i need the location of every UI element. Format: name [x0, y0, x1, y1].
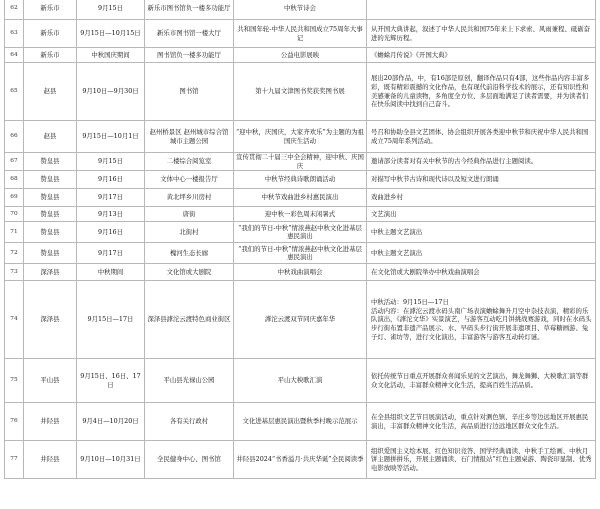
row-venue: 新乐市图书馆负一楼多功能厅	[145, 0, 234, 20]
row-number: 63	[5, 20, 24, 48]
table-row	[5, 189, 596, 207]
row-venue: 全民健身中心、图书馆	[145, 441, 234, 479]
row-content: 戏曲进乡村	[367, 189, 596, 207]
row-activity-name: “迎中秋，庆国庆，大家齐欢乐”为主题的为祖国庆生活动	[234, 121, 367, 153]
row-area: 平山县	[24, 359, 77, 403]
row-activity-name: “我们的节日-中秋”情浓燕赵中秋文化进基层惠民演出	[234, 243, 367, 264]
row-time: 9月15日—17日	[77, 281, 145, 359]
row-activity-name: 公益电影展映	[234, 48, 367, 63]
row-content: 中秋主题文艺演出	[367, 222, 596, 243]
row-content: 依托传统节日重点开展群众喜闻乐见的文艺演出，舞龙舞狮、大秧歌汇演等群众文化活动，丰富群众精神文化生活，提高百姓生活品质。	[367, 359, 596, 403]
row-content: 组织爱国主义绘本展、红色知识竞答、国学经典诵读、中秋手工绘画、中秋月饼主题拼拼乐，开展主题诵读、石门情报站”红色主题桌游、陶瓷印显制、优秀电影放映等活动。	[367, 441, 596, 479]
row-activity-name: 井陉县2024“书香溢月·共庆华诞”全民阅读季	[234, 441, 367, 479]
row-number: 71	[5, 222, 24, 243]
row-number: 62	[5, 0, 24, 20]
row-time: 9月15日、16日、17日	[77, 359, 145, 403]
table-row	[5, 0, 596, 20]
table-row	[5, 20, 596, 48]
table-row	[5, 121, 596, 153]
row-content: 号召和协助全县文艺团体、协会组织开展各类迎中秋节和庆祝中华人民共和国成立75周年系列活动。	[367, 121, 596, 153]
row-area: 赞皇县	[24, 153, 77, 171]
row-activity-name: 宣传贯彻二十届三中全会精神，迎中秋、庆国庆	[234, 153, 367, 171]
table-row	[5, 403, 596, 441]
row-number: 65	[5, 63, 24, 121]
row-content: 展出20部作品，中，有16部是原创，翻译作品只有4部，这些作品内容丰富多彩，既有精彩震撼的文化作品，也有现代前沿科学技术的展示，还有知识性和美感兼备的儿童读物，多角度全方位、多层面地满足了读者需要，并为读者们在快乐阅读中找到自己奋斗。	[367, 63, 596, 121]
row-number: 68	[5, 171, 24, 189]
row-area: 新乐市	[24, 0, 77, 20]
row-number: 70	[5, 207, 24, 222]
row-area: 赵县	[24, 121, 77, 153]
row-venue: 文化馆或大剧院	[145, 264, 234, 281]
table-row	[5, 281, 596, 359]
table-row	[5, 207, 596, 222]
row-area: 赵县	[24, 63, 77, 121]
row-time: 9月10日—10月31日	[77, 441, 145, 479]
row-area: 深泽县	[24, 264, 77, 281]
row-venue: 赵州桥景区 赵州城市综合馆 城市主题公园	[145, 121, 234, 153]
row-time: 9月15日	[77, 0, 145, 20]
table-row	[5, 153, 596, 171]
row-area: 赞皇县	[24, 243, 77, 264]
row-time: 中秋期间	[77, 264, 145, 281]
row-content: 在文化馆或大剧院举办中秋戏曲演唱会	[367, 264, 596, 281]
row-activity-name: 滹沱云渡双节同庆嘉年华	[234, 281, 367, 359]
table-row	[5, 359, 596, 403]
row-venue: 图书馆负一楼多功能厅	[145, 48, 234, 63]
row-content: 中秋主题文艺演出	[367, 243, 596, 264]
row-activity-name: 中秋节经典诗歌朗诵活动	[234, 171, 367, 189]
table-row	[5, 243, 596, 264]
row-activity-name: 迎中秋一彩色周末闲暑式	[234, 207, 367, 222]
row-number: 72	[5, 243, 24, 264]
table-row	[5, 63, 596, 121]
row-time: 9月15日—10月1日	[77, 121, 145, 153]
row-content: 《蟾蜍月传说》《开国大典》	[367, 48, 596, 63]
table-row	[5, 441, 596, 479]
row-area: 深泽县	[24, 281, 77, 359]
row-venue: 新乐市图书馆一楼大厅	[145, 20, 234, 48]
row-content: 文艺演出	[367, 207, 596, 222]
row-area: 赞皇县	[24, 171, 77, 189]
row-area: 赞皇县	[24, 222, 77, 243]
row-content: 邀请部分读者对有关中秋节的古今经典作品进行主题阅读。	[367, 153, 596, 171]
row-activity-name: 中秋戏曲演唱会	[234, 264, 367, 281]
row-venue: 深泽县滹沱云渡特色商业街区	[145, 281, 234, 359]
row-number: 74	[5, 281, 24, 359]
row-activity-name: 第十九届文津图书奖获奖图书展	[234, 63, 367, 121]
table-row	[5, 48, 596, 63]
row-time: 9月10日—9月30日	[77, 63, 145, 121]
row-venue: 平山县光禄山公园	[145, 359, 234, 403]
row-number: 67	[5, 153, 24, 171]
row-number: 64	[5, 48, 24, 63]
row-time: 9月4日—10月20日	[77, 403, 145, 441]
row-activity-name: “我们的节日-中秋”情浓燕赵中秋文化进基层惠民演出	[234, 222, 367, 243]
row-time: 9月15日—10月15日	[77, 20, 145, 48]
row-time: 中秋国庆期间	[77, 48, 145, 63]
row-activity-name: 共和国年轮-中华人民共和国成立75周年大事记	[234, 20, 367, 48]
table-row	[5, 264, 596, 281]
table-row	[5, 222, 596, 243]
row-area: 井陉县	[24, 441, 77, 479]
row-number: 75	[5, 359, 24, 403]
row-content: 从开国大典讲起，叙述了中华人民共和国75年来上下求索、风雨兼程、砥砺奋进的光辉历程。	[367, 20, 596, 48]
row-venue: 北街村	[145, 222, 234, 243]
row-area: 井陉县	[24, 403, 77, 441]
row-number: 73	[5, 264, 24, 281]
row-venue: 图书馆	[145, 63, 234, 121]
table-row	[5, 171, 596, 189]
row-number: 76	[5, 403, 24, 441]
activity-table-body	[5, 0, 596, 479]
row-time: 9月17日	[77, 189, 145, 207]
row-time: 9月16日	[77, 222, 145, 243]
row-content: 中秋活动：9月15日—17日 活动内容：在滹沱云渡水码头南广场表演蟾蜍舞升月空中杂技表演，精彩的乐队演出，《滹沱文华》实景演艺，与游客互动吃月饼挑战赛游戏，同时在水码头步行街布置非遗产品展示、水、早码头步行街开展非遗项目、草莓糖画游、兔子灯、雀坊等，进行文化演出，丰富游客与游客互动转灯谜。	[367, 281, 596, 359]
row-time: 9月15日	[77, 153, 145, 171]
row-number: 77	[5, 441, 24, 479]
row-activity-name: 平山大秧歌汇演	[234, 359, 367, 403]
row-area: 赞皇县	[24, 207, 77, 222]
row-content: 对描写中秋节古诗和现代诗以及短文进行朗诵	[367, 171, 596, 189]
row-time: 9月16日	[77, 171, 145, 189]
row-time: 9月17日	[77, 243, 145, 264]
row-number: 66	[5, 121, 24, 153]
row-area: 新乐市	[24, 48, 77, 63]
row-venue: 槐河生态长廊	[145, 243, 234, 264]
row-activity-name: 中秋节戏曲进乡村惠民演出	[234, 189, 367, 207]
row-venue: 二楼综合阅览室	[145, 153, 234, 171]
row-venue: 各有关行政村	[145, 403, 234, 441]
row-venue: 黄北坪乡川房村	[145, 189, 234, 207]
row-number: 69	[5, 189, 24, 207]
activity-table	[4, 0, 596, 479]
row-venue: 文体中心一楼报告厅	[145, 171, 234, 189]
row-content	[367, 0, 596, 20]
row-content: 在全县组织文艺节目展演活动，重点针对测色镇、辛庄乡等边远地区开展惠民演出，丰富群众精神文化生活，高品质进行边远地区群众文化生活。	[367, 403, 596, 441]
row-activity-name: 文化进基层惠民演出暨秋季村晚示范展示	[234, 403, 367, 441]
row-activity-name: 中秋节诗会	[234, 0, 367, 20]
row-area: 赞皇县	[24, 189, 77, 207]
row-venue: 唐街	[145, 207, 234, 222]
row-area: 新乐市	[24, 20, 77, 48]
row-time: 9月13日	[77, 207, 145, 222]
